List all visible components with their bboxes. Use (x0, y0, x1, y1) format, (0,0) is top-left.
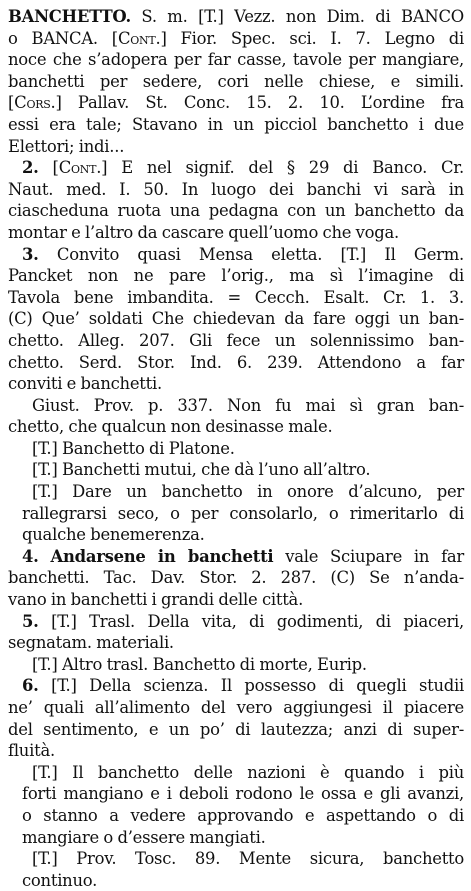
sense-paragraph (8, 157, 464, 243)
text-line: [T.] Il banchetto delle nazioni è quando i più (32, 762, 464, 782)
text-line: ne’ quali all’alimento del vero aggiungesi il piacere (8, 698, 464, 717)
example-paragraph (8, 654, 464, 676)
example-paragraph (8, 438, 464, 460)
text-line: montar e l’altro da cascare quell’uomo che voga. (8, 222, 400, 242)
text-line: [T.] Dare un banchetto in onore d’alcuno, per (32, 482, 464, 502)
text-line: vano in banchetti i grandi delle città. (8, 590, 304, 610)
text-line: mangiare o d’essere mangiati. (22, 827, 266, 847)
text-line: qualche benemerenza. (22, 525, 205, 545)
example-paragraph (8, 848, 464, 891)
text-line: conviti e banchetti. (8, 374, 162, 394)
text-line: Tavola bene imbandita. = Cecch. Esalt. Cr. 1. 3. (8, 287, 464, 307)
text-line: 5. [T.] Trasl. Della vita, di godimenti, di piaceri, (22, 611, 464, 631)
text-line: banchetti per sedere, cori nelle chiese, e simili. (8, 71, 464, 91)
text-line: essi era tale; Stavano in un picciol banchetto i due (8, 114, 464, 134)
text-line: [T.] Banchetti mutui, che dà l’uno all’altro. (32, 460, 371, 480)
text-line: fluità. (8, 741, 55, 761)
text-line: 4. Andarsene in banchetti vale Sciupare in far (22, 546, 464, 566)
text-line: [Cors.] Pallav. St. Conc. 15. 2. 10. L’ordine fra (8, 93, 464, 113)
text-line: noce che s’adopera per far casse, tavole per mangiare, (8, 50, 464, 70)
sense-paragraph (8, 675, 464, 761)
text-line: [T.] Banchetto di Platone. (32, 438, 235, 458)
example-paragraph (8, 762, 464, 848)
dictionary-entry (8, 6, 464, 891)
text-line: chetto. Serd. Stor. Ind. 6. 239. Attendono a far (8, 352, 464, 372)
text-line: Naut. med. I. 50. In luogo dei banchi vi sarà in (8, 179, 464, 199)
text-line: rallegrarsi seco, o per consolarlo, o rimeritarlo di (22, 503, 464, 523)
text-line: o stanno a vedere approvando e aspettando o di (22, 805, 464, 825)
text-line: continuo. (22, 870, 98, 890)
entry-definition-paragraph (8, 6, 464, 157)
text-line: forti mangiano e i deboli rodono le ossa e gli avanzi, (22, 784, 464, 804)
text-line: [T.] Altro trasl. Banchetto di morte, Eurip. (32, 654, 367, 674)
text-line: [T.] Prov. Tosc. 89. Mente sicura, banchetto (32, 849, 464, 869)
text-line: BANCHETTO. S. m. [T.] Vezz. non Dim. di BANCO (8, 7, 464, 26)
text-line: (C) Que’ soldati Che chiedevan da fare oggi un ban- (8, 309, 464, 329)
text-line: Pancket non ne pare l’orig., ma sì l’imagine di (8, 266, 464, 286)
sense-paragraph (8, 546, 464, 611)
text-line: chetto, che qualcun non desinasse male. (8, 417, 333, 437)
text-line: 2. [Cont.] E nel signif. del § 29 di Banco. Cr. (22, 158, 464, 178)
text-line: Elettori; indi... (8, 136, 125, 156)
example-paragraph (8, 395, 464, 438)
text-line: del sentimento, e un po’ di lautezza; anzi di super- (8, 719, 464, 739)
text-line: 3. Convito quasi Mensa eletta. [T.] Il Germ. (22, 244, 464, 264)
text-line: 6. [T.] Della scienza. Il possesso di quegli studii (22, 676, 465, 696)
text-line: o BANCA. [Cont.] Fior. Spec. sci. I. 7. Legno di (8, 28, 464, 48)
text-line: ciascheduna ruota una pedagna con un banchetto da (8, 201, 464, 221)
text-line: chetto. Alleg. 207. Gli fece un solennissimo ban- (8, 330, 464, 350)
text-line: Giust. Prov. p. 337. Non fu mai sì gran ban- (32, 395, 464, 415)
example-paragraph (8, 459, 464, 481)
example-paragraph (8, 481, 464, 546)
sense-paragraph (8, 244, 464, 395)
sense-paragraph (8, 611, 464, 654)
text-line: segnatam. materiali. (8, 633, 174, 653)
text-line: banchetti. Tac. Dav. Stor. 2. 287. (C) Se n’anda- (8, 568, 464, 588)
